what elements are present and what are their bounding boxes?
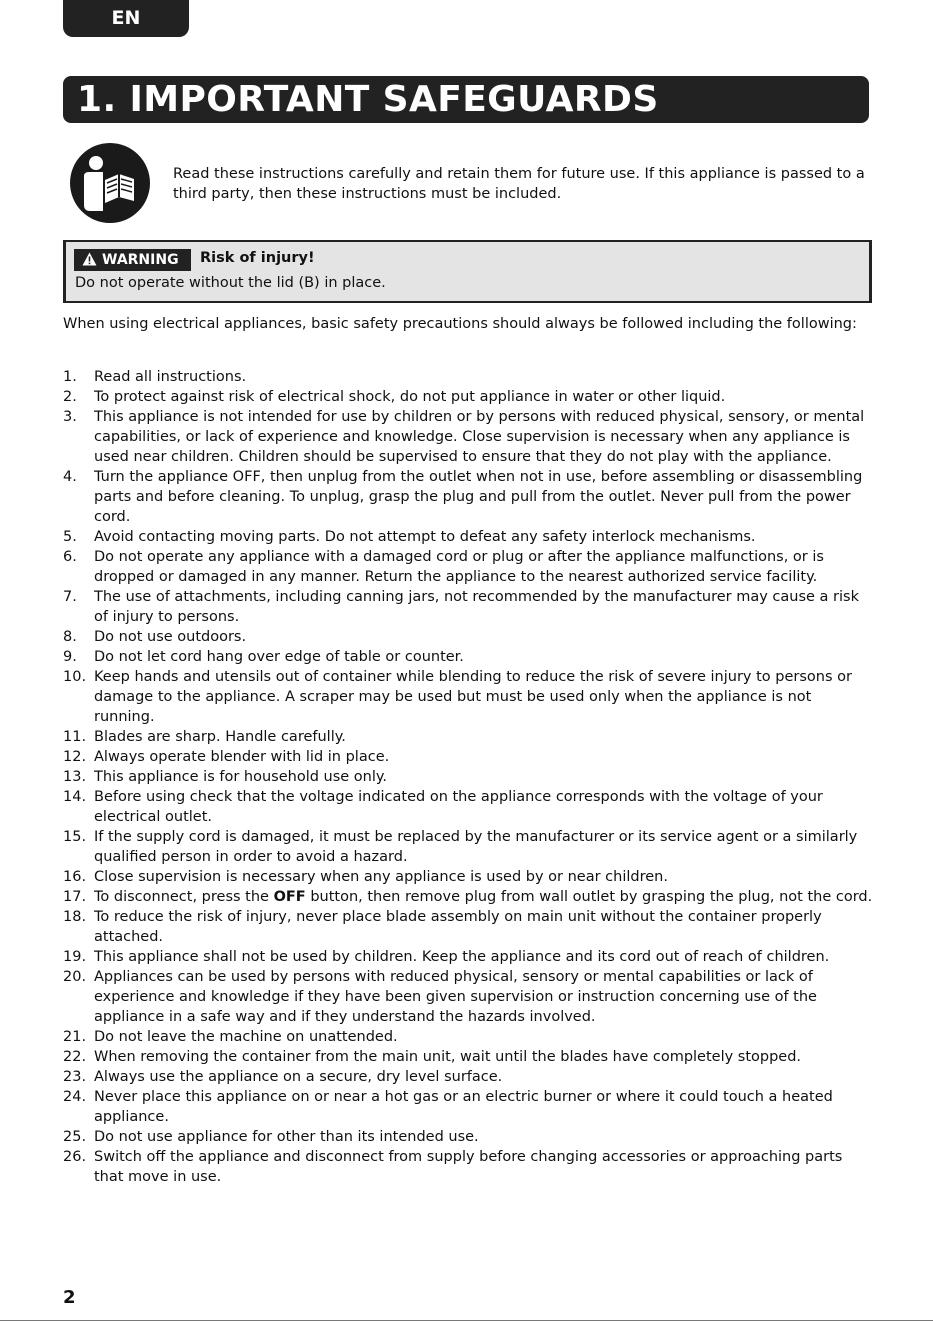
lead-text: When using electrical appliances, basic safety precautions should always be followed including the following:	[63, 316, 857, 332]
safeguards-list	[63, 367, 873, 1187]
list-item-number: 5.	[63, 529, 77, 545]
list-item	[63, 587, 873, 627]
list-item-emphasis: OFF	[273, 889, 306, 905]
page-number: 2	[63, 1287, 76, 1308]
list-item	[63, 407, 873, 467]
list-item-text: To reduce the risk of injury, never place blade assembly on main unit without the container properly attached.	[94, 909, 822, 945]
list-item	[63, 367, 873, 387]
list-item	[63, 887, 873, 907]
list-item-text: When removing the container from the main unit, wait until the blades have completely stopped.	[94, 1049, 802, 1065]
list-item	[63, 767, 873, 787]
list-item-text: Switch off the appliance and disconnect from supply before changing accessories or approaching parts that move in use.	[94, 1149, 843, 1185]
list-item	[63, 947, 873, 967]
list-item-text: button, then remove plug from wall outlet by grasping the plug, not the cord.	[305, 889, 873, 905]
list-item-text: Do not let cord hang over edge of table or counter.	[94, 649, 464, 665]
list-item-number: 13.	[63, 769, 87, 785]
list-item-number: 18.	[63, 909, 87, 925]
list-item	[63, 527, 873, 547]
list-item-text: Do not operate any appliance with a damaged cord or plug or after the appliance malfunctions, or is dropped or damaged in any manner. Return the appliance to the nearest authorized service facility.	[94, 549, 824, 585]
list-item-text: Always use the appliance on a secure, dry level surface.	[94, 1069, 503, 1085]
list-item-text: Do not leave the machine on unattended.	[94, 1029, 398, 1045]
list-item-number: 12.	[63, 749, 87, 765]
list-item-text: Close supervision is necessary when any appliance is used by or near children.	[94, 869, 668, 885]
list-item-number: 20.	[63, 969, 87, 985]
list-item	[63, 827, 873, 867]
list-item-number: 25.	[63, 1129, 87, 1145]
warning-text: Do not operate without the lid (B) in place.	[75, 275, 386, 291]
list-item	[63, 1087, 873, 1127]
bottom-rule	[0, 1320, 933, 1321]
list-item	[63, 967, 873, 1027]
list-item	[63, 1027, 873, 1047]
warning-title: Risk of injury!	[200, 250, 315, 266]
list-item-text: This appliance is for household use only.	[94, 769, 388, 785]
list-item	[63, 1067, 873, 1087]
list-item-number: 11.	[63, 729, 87, 745]
list-item-number: 4.	[63, 469, 77, 485]
list-item-text: The use of attachments, including canning jars, not recommended by the manufacturer may cause a risk of injury to persons.	[94, 589, 859, 625]
list-item-number: 16.	[63, 869, 87, 885]
list-item-number: 2.	[63, 389, 77, 405]
list-item	[63, 547, 873, 587]
list-item-number: 14.	[63, 789, 87, 805]
list-item	[63, 387, 873, 407]
list-item-number: 7.	[63, 589, 77, 605]
list-item-number: 21.	[63, 1029, 87, 1045]
list-item	[63, 1047, 873, 1067]
list-item-text: Never place this appliance on or near a hot gas or an electric burner or where it could touch a heated appliance.	[94, 1089, 833, 1125]
list-item-text: Always operate blender with lid in place.	[94, 749, 390, 765]
list-item-text: Blades are sharp. Handle carefully.	[94, 729, 346, 745]
list-item-number: 10.	[63, 669, 87, 685]
list-item-number: 3.	[63, 409, 77, 425]
warning-box	[63, 240, 872, 303]
section-title: 1. IMPORTANT SAFEGUARDS	[63, 76, 869, 123]
list-item-number: 15.	[63, 829, 87, 845]
warning-triangle-icon	[82, 252, 97, 266]
list-item-text: If the supply cord is damaged, it must be replaced by the manufacturer or its service agent or a similarly qualified person in order to avoid a hazard.	[94, 829, 858, 865]
list-item-text: To protect against risk of electrical shock, do not put appliance in water or other liquid.	[94, 389, 726, 405]
list-item	[63, 787, 873, 827]
list-item-text: Keep hands and utensils out of container while blending to reduce the risk of severe injury to persons or damage to the appliance. A scraper may be used but must be used only when the appliance is not running.	[94, 669, 852, 725]
list-item-text: To disconnect, press the	[94, 889, 274, 905]
list-item	[63, 667, 873, 727]
list-item-text: This appliance shall not be used by children. Keep the appliance and its cord out of reach of children.	[94, 949, 830, 965]
list-item-number: 1.	[63, 369, 77, 385]
list-item-number: 24.	[63, 1089, 87, 1105]
warning-label	[74, 249, 191, 271]
list-item-text: Before using check that the voltage indicated on the appliance corresponds with the voltage of your electrical outlet.	[94, 789, 823, 825]
list-item	[63, 627, 873, 647]
list-item	[63, 747, 873, 767]
list-item	[63, 1147, 873, 1187]
list-item	[63, 467, 873, 527]
list-item-text: This appliance is not intended for use by children or by persons with reduced physical, sensory, or mental capabilities, or lack of experience and knowledge. Close supervision is necessary when any appliance is used near children. Children should be supervised to ensure that they do not play with the appliance.	[94, 409, 865, 465]
list-item	[63, 867, 873, 887]
list-item-text: Avoid contacting moving parts. Do not attempt to defeat any safety interlock mechanisms.	[94, 529, 756, 545]
intro-text: Read these instructions carefully and retain them for future use. If this appliance is passed to a third party, then these instructions must be included.	[173, 166, 865, 202]
list-item	[63, 1127, 873, 1147]
list-item-number: 19.	[63, 949, 87, 965]
list-item	[63, 647, 873, 667]
list-item-text: Do not use outdoors.	[94, 629, 247, 645]
list-item-text: Do not use appliance for other than its intended use.	[94, 1129, 479, 1145]
list-item-number: 17.	[63, 889, 87, 905]
list-item-number: 23.	[63, 1069, 87, 1085]
list-item-text: Appliances can be used by persons with reduced physical, sensory or mental capabilities or lack of experience and knowledge if they have been given supervision or instruction concerning use of the appliance in a safe way and if they understand the hazards involved.	[94, 969, 817, 1025]
list-item-number: 6.	[63, 549, 77, 565]
list-item-number: 8.	[63, 629, 77, 645]
list-item-text: Read all instructions.	[94, 369, 247, 385]
list-item-number: 9.	[63, 649, 77, 665]
list-item	[63, 727, 873, 747]
list-item-number: 22.	[63, 1049, 87, 1065]
warning-label-text: WARNING	[102, 252, 179, 268]
list-item	[63, 907, 873, 947]
list-item-text: Turn the appliance OFF, then unplug from the outlet when not in use, before assembling or disassembling parts and before cleaning. To unplug, grasp the plug and pull from the outlet. Never pull from the power cord.	[94, 469, 863, 525]
list-item-number: 26.	[63, 1149, 87, 1165]
read-manual-icon	[70, 143, 150, 223]
language-tab: EN	[63, 0, 189, 37]
